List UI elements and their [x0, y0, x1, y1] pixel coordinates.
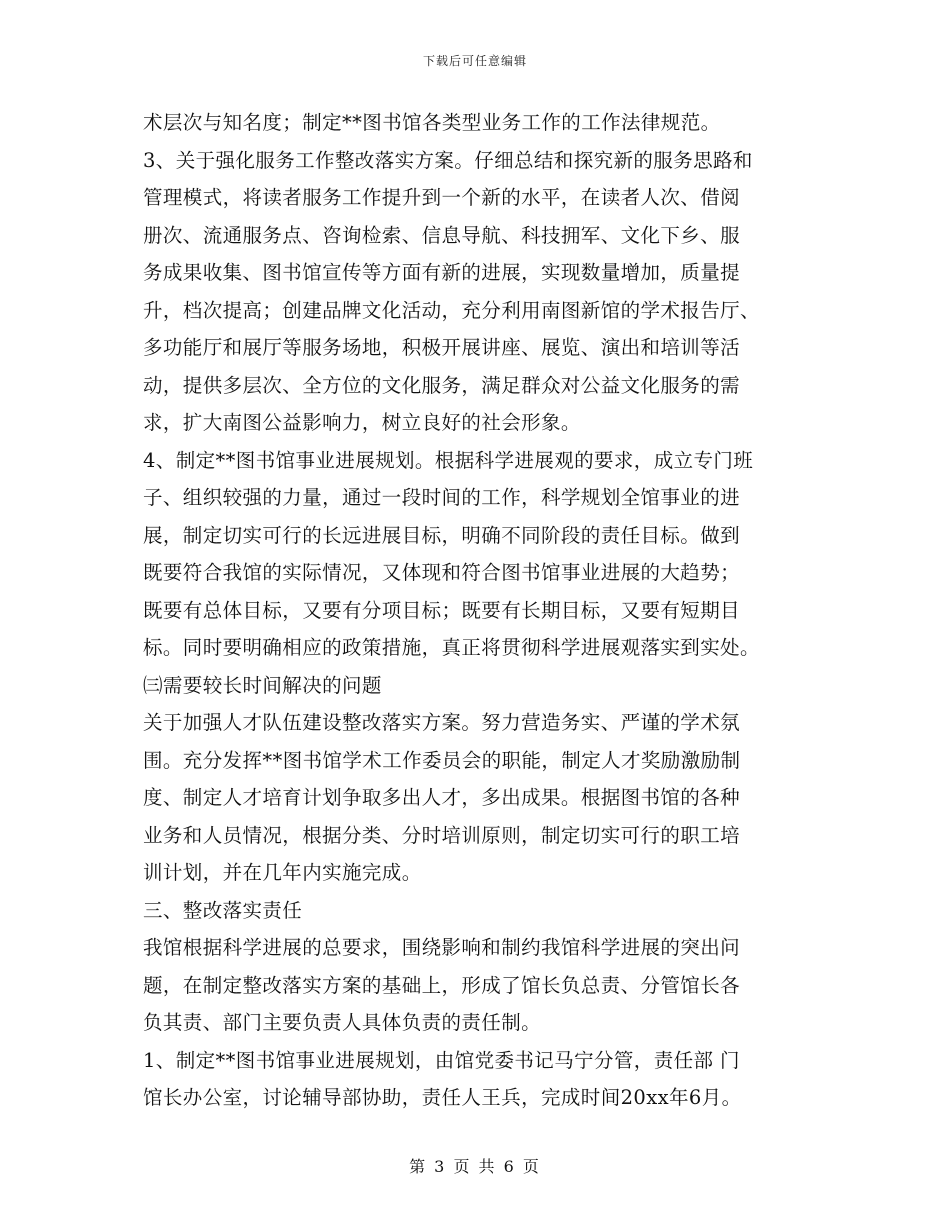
body-line: 业务和人员情况，根据分类、分时培训原则，制定切实可行的职工培	[143, 823, 741, 847]
body-line: 务成果收集、图书馆宣传等方面有新的进展，实现数量增加，质量提	[143, 261, 741, 284]
body-line: 3、关于强化服务工作整改落实方案。仔细总结和探究新的服务思路和	[143, 148, 753, 172]
body-line: 馆长办公室，讨论辅导部协助，责任人王兵，完成时间20xx年6月。	[143, 1086, 742, 1109]
document-body	[143, 104, 811, 1117]
body-line: 训计划，并在几年内实施完成。	[143, 861, 422, 884]
section-heading: 三、整改落实责任	[143, 898, 303, 922]
body-line: 1、制定**图书馆事业进展规划，由馆党委书记马宁分管，责任部 门	[143, 1048, 740, 1072]
body-line: 管理模式，将读者服务工作提升到一个新的水平，在读者人次、借阅	[143, 186, 741, 209]
body-line: 既要符合我馆的实际情况，又体现和符合图书馆事业进展的大趋势；	[143, 561, 741, 584]
page-footer: 第 3 页 共 6 页	[409, 1157, 541, 1176]
body-line: 题，在制定整改落实方案的基础上，形成了馆长负总责、分管馆长各	[143, 973, 741, 997]
body-line: 子、组织较强的力量，通过一段时间的工作，科学规划全馆事业的进	[143, 486, 741, 509]
body-line: 度、制定人才培育计划争取多出人才，多出成果。根据图书馆的各种	[143, 786, 741, 809]
body-line: 升，档次提高；创建品牌文化活动，充分利用南图新馆的学术报告厅、	[143, 298, 760, 322]
page-header: 下载后可任意编辑	[422, 54, 527, 68]
body-line: 既要有总体目标，又要有分项目标；既要有长期目标，又要有短期目	[143, 598, 741, 622]
body-line: 求，扩大南图公益影响力，树立良好的社会形象。	[143, 411, 581, 434]
body-line: 围。充分发挥**图书馆学术工作委员会的职能，制定人才奖励激励制	[143, 748, 741, 772]
body-line: 关于加强人才队伍建设整改落实方案。努力营造务实、严谨的学术氛	[143, 711, 741, 734]
body-line: 术层次与知名度；制定**图书馆各类型业务工作的工作法律规范。	[143, 111, 721, 134]
section-heading: ㈢需要较长时间解决的问题	[143, 673, 382, 697]
body-line: 标。同时要明确相应的政策措施，真正将贯彻科学进展观落实到实处。	[143, 636, 760, 659]
body-line: 多功能厅和展厅等服务场地，积极开展讲座、展览、演出和培训等活	[143, 336, 741, 359]
body-line: 展，制定切实可行的长远进展目标，明确不同阶段的责任目标。做到	[143, 523, 741, 547]
body-line: 册次、流通服务点、咨询检索、信息导航、科技拥军、文化下乡、服	[143, 223, 741, 247]
body-line: 4、制定**图书馆事业进展规划。根据科学进展观的要求，成立专门班	[143, 448, 754, 472]
body-line: 我馆根据科学进展的总要求，围绕影响和制约我馆科学进展的突出问	[143, 936, 741, 959]
body-line: 动，提供多层次、全方位的文化服务，满足群众对公益文化服务的需	[143, 373, 741, 397]
body-line: 负其责、部门主要负责人具体负责的责任制。	[143, 1011, 542, 1034]
